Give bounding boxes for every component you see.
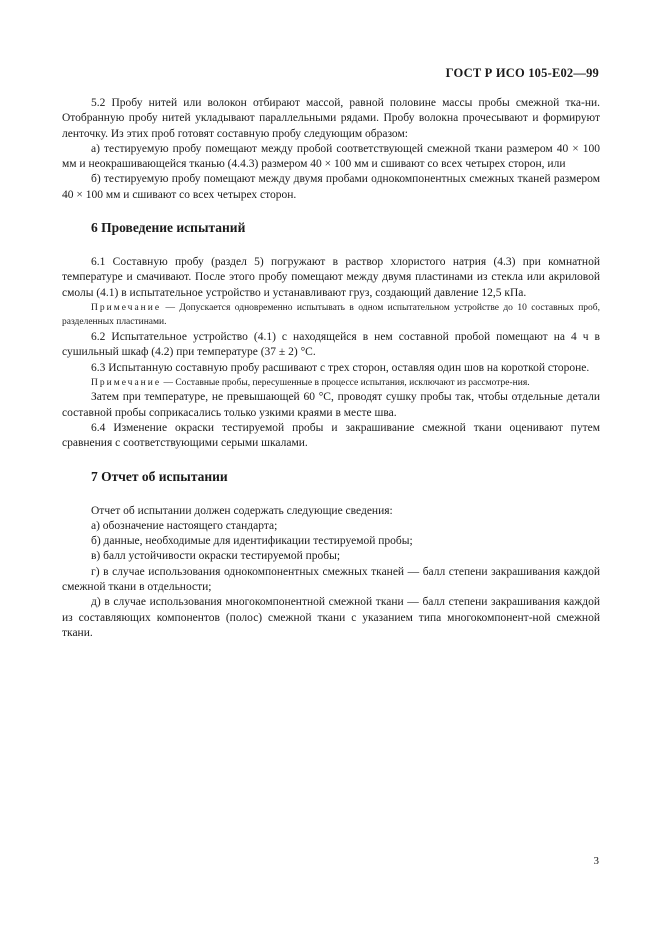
list-item: в) балл устойчивости окраски тестируемой пробы; — [91, 550, 341, 563]
page-number: 3 — [593, 855, 599, 867]
note-1-text: — Допускается одновременно испытывать в одном испытательном устройстве до 10 составных проб, разделенных пластинами. — [62, 302, 600, 328]
note-2-text: — Составные пробы, пересушенные в процессе испытания, исключают из рассмотре-ния. — [161, 377, 530, 388]
document-header: ГОСТ Р ИСО 105-Е02—99 — [445, 66, 599, 80]
note-1 — [62, 301, 600, 330]
paragraph-6-4: 6.4 Изменение окраски тестируемой пробы и закрашивание смежной ткани оценивают путем сравнения с соответствующими серыми шкалами. — [62, 421, 600, 450]
paragraph-6-3-drying: Затем при температуре, не превышающей 60 °С, проводят сушку пробы так, чтобы отдельные детали составной пробы соприкасались только узкими краями в месте шва. — [62, 391, 600, 419]
paragraph-5-2: 5.2 Пробу нитей или волокон отбирают массой, равной половине массы пробы смежной тка-ни. Отобранную пробу нитей укладывают параллельными рядами. Пробу волокна прочесывают и формируют ленточку. Из этих проб готовят составную пробу следующим образом: — [62, 97, 600, 140]
paragraph-5-2-b: б) тестируемую пробу помещают между двумя пробами однокомпонентных смежных тканей размером 40 × 100 мм и сшивают со всех четырех сторон. — [62, 173, 600, 201]
paragraph-7-intro: Отчет об испытании должен содержать следующие сведения: — [91, 504, 393, 517]
paragraph-6-1: 6.1 Составную пробу (раздел 5) погружают в раствор хлористого натрия (4.3) при комнатной температуре и смачивают. После этого пробу помещают между двумя пластинами из стекла или акриловой смолы (4.1) в испытательное устройство и устанавливают груз, создающий давление 12,5 кПа. — [62, 256, 600, 299]
paragraph-6-3: 6.3 Испытанную составную пробу расшивают с трех сторон, оставляя один шов на короткой стороне. — [91, 361, 590, 374]
section-7-heading: 7 Отчет об испытании — [91, 468, 228, 484]
note-1-label: Примечание — [91, 302, 162, 313]
list-item: г) в случае использования однокомпонентных смежных тканей — балл степени закрашивания каждой смежной ткани в отдельности; — [62, 565, 600, 594]
note-2-label: Примечание — [91, 377, 162, 388]
document-body — [62, 96, 600, 641]
list-item: а) обозначение настоящего стандарта; — [91, 519, 278, 532]
section-6-heading: 6 Проведение испытаний — [91, 220, 246, 236]
list-item: б) данные, необходимые для идентификации тестируемой пробы; — [91, 535, 413, 548]
note-2 — [62, 376, 600, 391]
list-item: д) в случае использования многокомпонентной смежной ткани — балл степени закрашивания каждой из составляющих компонентов (полос) смежной ткани с указанием типа многокомпонент-ной смежной ткани. — [62, 596, 600, 639]
paragraph-6-2: 6.2 Испытательное устройство (4.1) с находящейся в нем составной пробой помещают на 4 ч в сушильный шкаф (4.2) при температуре (37 ± 2) °С. — [62, 330, 600, 359]
paragraph-5-2-a: а) тестируемую пробу помещают между пробой соответствующей смежной ткани размером 40 × 100 мм и неокрашивающейся тканью (4.4.3) размером 40 × 100 мм и сшивают со всех четырех сторон, или — [62, 142, 600, 171]
